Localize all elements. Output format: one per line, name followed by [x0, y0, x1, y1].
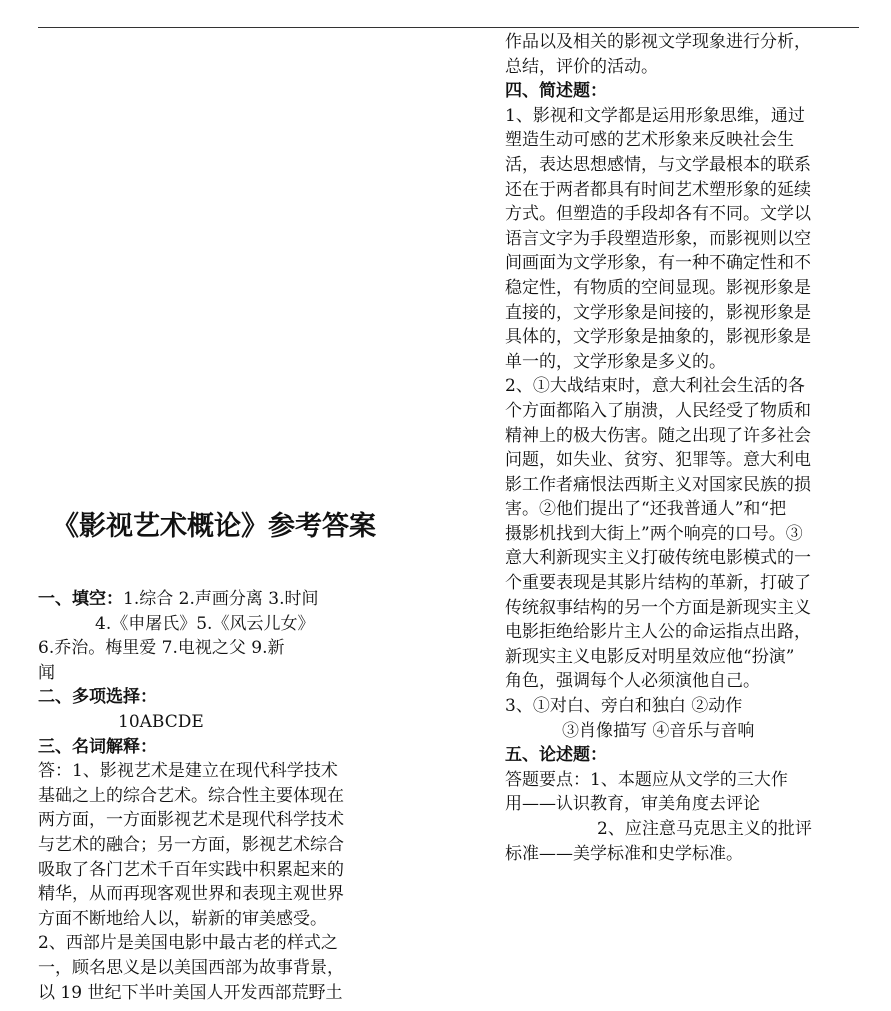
essay-line-1: 答题要点：1、本题应从文学的三大作: [505, 769, 788, 790]
short-answer-indented-line: ③肖像描写 ④音乐与音响: [562, 720, 755, 741]
short-answer-line: 直接的，文学形象是间接的，影视形象是: [505, 302, 811, 323]
multiple-choice-heading: 二、多项选择：: [38, 687, 157, 708]
short-answer-line: 电影拒绝给影片主人公的命运指点出路，: [505, 622, 811, 643]
short-answer-line: 个方面都陷入了崩溃，人民经受了物质和: [505, 400, 811, 421]
page-title: 《影视艺术概论》参考答案: [52, 511, 376, 542]
short-answer-line: 塑造生动可感的艺术形象来反映社会生: [505, 130, 794, 151]
short-answer-line: 语言文字为手段塑造形象，而影视则以空: [505, 228, 811, 249]
multiple-choice-answer: 10ABCDE: [118, 711, 204, 732]
short-answer-line: 新现实主义电影反对明星效应他“扮演”: [505, 646, 795, 667]
term-line: 以 19 世纪下半叶美国人开发西部荒野土: [38, 982, 343, 1003]
right-column: [505, 30, 857, 866]
fill-blank-answers-2: 4.《申屠氏》5.《风云儿女》: [95, 613, 315, 634]
fill-blank-line-1: [38, 587, 390, 612]
short-answer-line: 意大利新现实主义打破传统电影模式的一: [505, 548, 811, 569]
term-line: 方面不断地给人以，崭新的审美感受。: [38, 908, 327, 929]
essay-line-3: 2、应注意马克思主义的批评: [597, 819, 812, 839]
short-answer-line: 精神上的极大伤害。随之出现了许多社会: [505, 425, 811, 446]
short-answer-line: 稳定性，有物质的空间显现。影视形象是: [505, 277, 811, 298]
short-answer-line: 还在于两者都具有时间艺术塑形象的延续: [505, 179, 811, 200]
short-answer-line: 3、①对白、旁白和独白 ②动作: [505, 696, 743, 717]
term-explanation-heading: 三、名词解释：: [38, 736, 157, 757]
short-answer-line: 传统叙事结构的另一个方面是新现实主义: [505, 597, 811, 618]
short-answer-line: 问题，如失业、贫穷、犯罪等。意大利电: [505, 450, 811, 471]
term-line: 答：1、影视艺术是建立在现代科学技术: [38, 761, 338, 782]
essay-line-2: 用——认识教育，审美角度去评论: [505, 794, 760, 815]
short-answer-line: 活，表达思想感情，与文学最根本的联系: [505, 154, 811, 175]
short-answer-heading: 四、简述题：: [505, 81, 607, 102]
fill-blank-answers-3: 6.乔治。梅里爱 7.电视之父 9.新: [38, 638, 285, 659]
short-answer-line: 角色，强调每个人必须演他自己。: [505, 671, 760, 692]
short-answer-line: 方式。但塑造的手段却各有不同。文学以: [505, 204, 811, 225]
short-answer-line: 1、影视和文学都是运用形象思维，通过: [505, 105, 805, 126]
term-line: 基础之上的综合艺术。综合性主要体现在: [38, 785, 344, 806]
term-line: 两方面，一方面影视艺术是现代科学技术: [38, 810, 344, 831]
top-rule: [38, 27, 859, 28]
short-answer-line: 摄影机找到大街上”两个响亮的口号。③: [505, 523, 803, 544]
short-answer-line: 间画面为文学形象，有一种不确定性和不: [505, 253, 811, 274]
short-answer-line: 个重要表现是其影片结构的革新，打破了: [505, 573, 811, 594]
short-answer-line: 具体的，文学形象是抽象的，影视形象是: [505, 327, 811, 348]
fill-blank-answers-4: 闻: [38, 662, 55, 683]
term-line: 一，顾名思义是以美国西部为故事背景，: [38, 957, 344, 978]
term-line: 吸取了各门艺术千百年实践中积累起来的: [38, 859, 344, 880]
intro-line: 总结，评价的活动。: [505, 56, 658, 77]
short-answer-line: 害。②他们提出了“还我普通人”和“把: [505, 499, 787, 520]
term-line: 精华，从而再现客观世界和表现主观世界: [38, 884, 344, 905]
essay-line-4: 标准——美学标准和史学标准。: [505, 843, 743, 864]
term-line: 与艺术的融合；另一方面，影视艺术综合: [38, 834, 344, 855]
fill-blank-answers-1: 1.综合 2.声画分离 3.时间: [123, 589, 319, 609]
fill-blank-heading: 一、填空：: [38, 589, 123, 609]
essay-heading: 五、论述题：: [505, 745, 607, 766]
term-line: 2、西部片是美国电影中最古老的样式之: [38, 933, 338, 954]
left-column: [38, 587, 390, 1005]
intro-line: 作品以及相关的影视文学现象进行分析，: [505, 32, 811, 52]
short-answer-line: 2、①大战结束时，意大利社会生活的各: [505, 376, 805, 397]
short-answer-line: 单一的，文学形象是多义的。: [505, 351, 726, 372]
short-answer-line: 影工作者痛恨法西斯主义对国家民族的损: [505, 474, 811, 495]
